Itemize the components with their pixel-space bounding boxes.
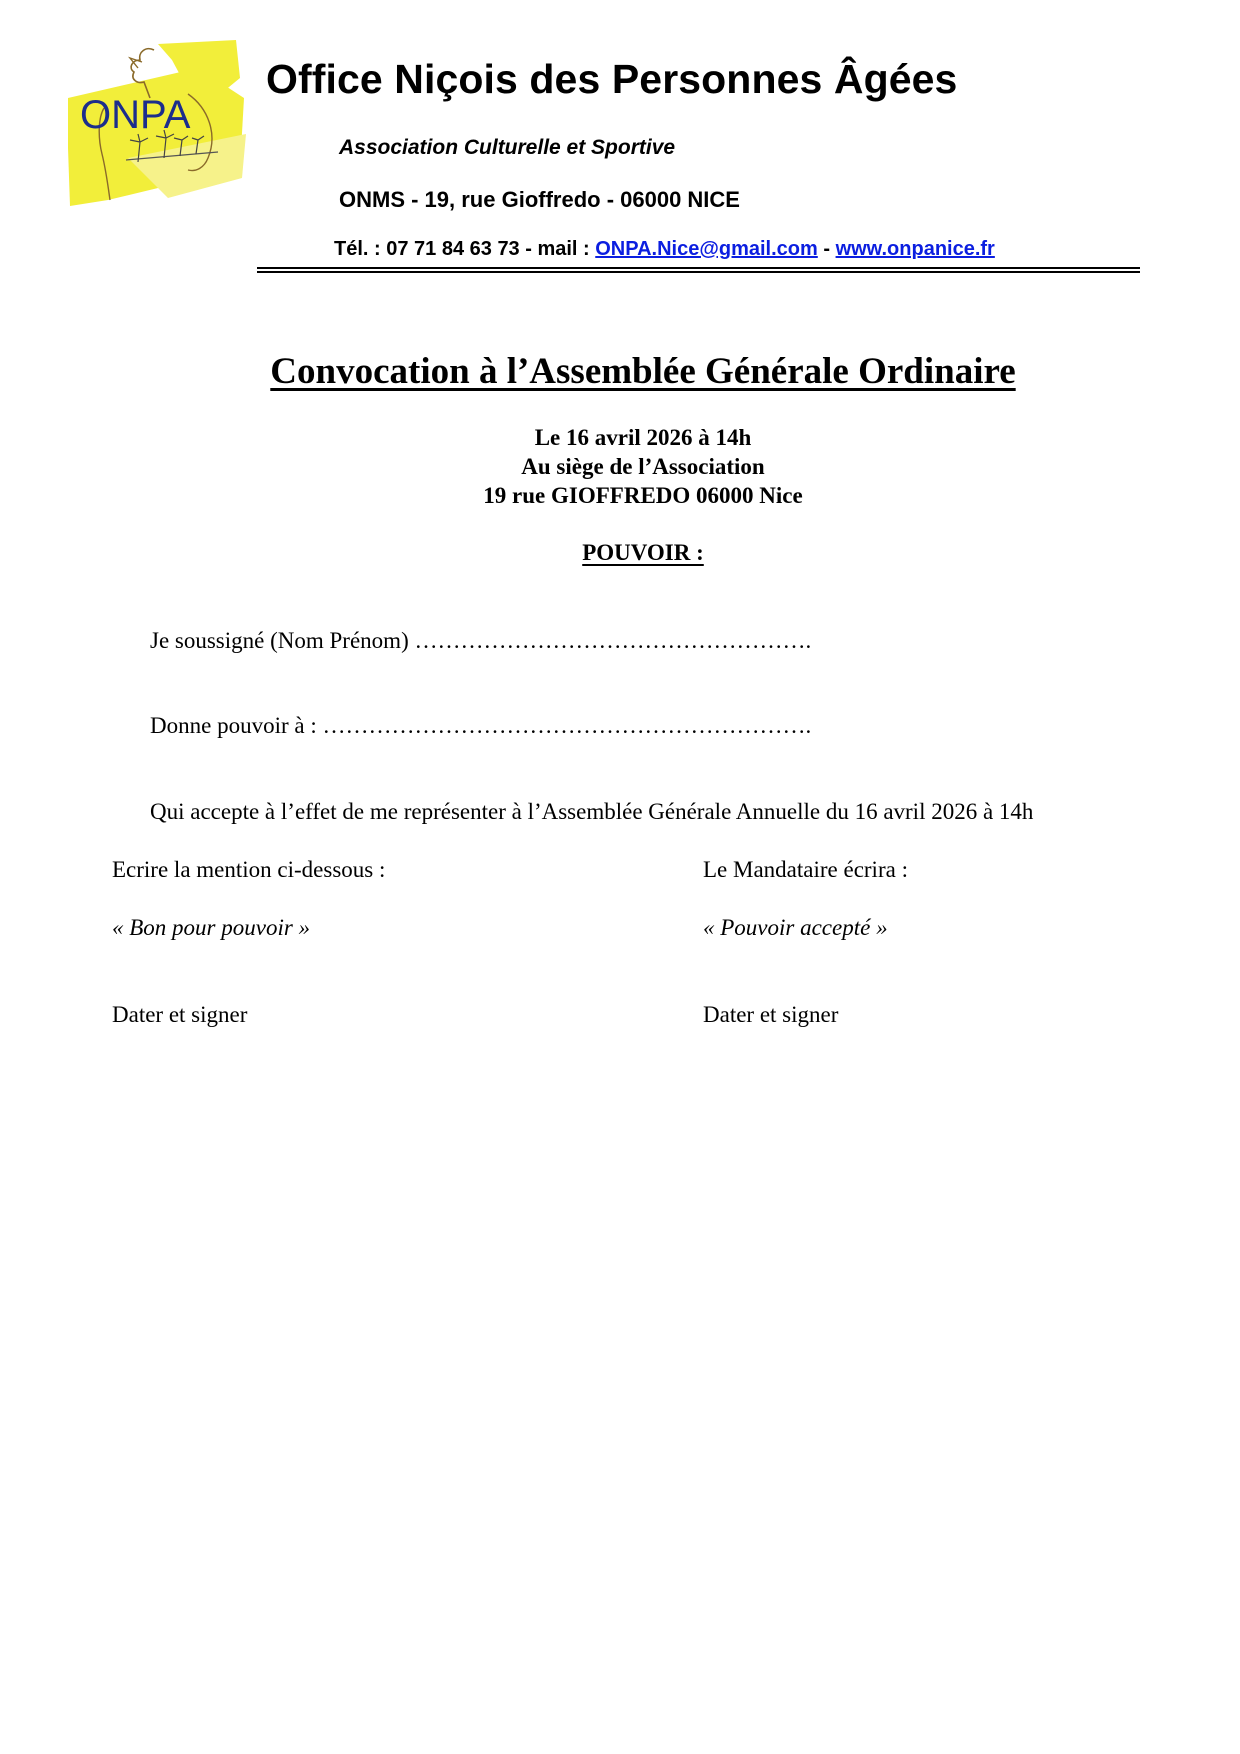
website-link[interactable]: www.onpanice.fr	[835, 238, 995, 260]
contact-separator: -	[817, 238, 836, 260]
document-title: Convocation à l’Assemblée Générale Ordinaire	[270, 351, 1016, 392]
meeting-place: Au siège de l’Association	[521, 454, 765, 479]
proxy-section-title: POUVOIR :	[582, 540, 704, 565]
meeting-details	[0, 423, 1240, 510]
proxy-holder-field[interactable]: Donne pouvoir à : ……………………………………………………….	[150, 713, 812, 738]
organization-contact	[334, 238, 995, 261]
header-divider-second	[257, 271, 1140, 273]
acceptance-statement: Qui accepte à l’effet de me représenter à l’Assemblée Générale Annuelle du 16 avril 2026 à 14h	[150, 799, 1034, 824]
left-date-sign: Dater et signer	[112, 1002, 248, 1027]
organization-address: ONMS - 19, rue Gioffredo - 06000 NICE	[339, 187, 740, 212]
meeting-date: Le 16 avril 2026 à 14h	[534, 425, 752, 450]
right-date-sign: Dater et signer	[703, 1002, 839, 1027]
onpa-logo-graphic	[68, 38, 246, 208]
right-instruction: Le Mandataire écrira :	[703, 857, 908, 882]
left-instruction: Ecrire la mention ci-dessous :	[112, 857, 386, 882]
phone-mail-label: Tél. : 07 71 84 63 73 - mail :	[334, 238, 596, 260]
onpa-logo	[68, 38, 246, 208]
svg-text:ONPA: ONPA	[80, 93, 191, 137]
left-mention: « Bon pour pouvoir »	[112, 915, 311, 940]
meeting-address: 19 rue GIOFFREDO 06000 Nice	[483, 483, 803, 508]
organization-subtitle: Association Culturelle et Sportive	[339, 136, 676, 159]
organization-name: Office Niçois des Personnes Âgées	[266, 56, 958, 102]
header-divider	[257, 267, 1140, 269]
undersigned-name-field[interactable]: Je soussigné (Nom Prénom) …………………………………………….	[150, 628, 812, 653]
email-link[interactable]: ONPA.Nice@gmail.com	[595, 238, 818, 260]
right-mention: « Pouvoir accepté »	[703, 915, 888, 940]
